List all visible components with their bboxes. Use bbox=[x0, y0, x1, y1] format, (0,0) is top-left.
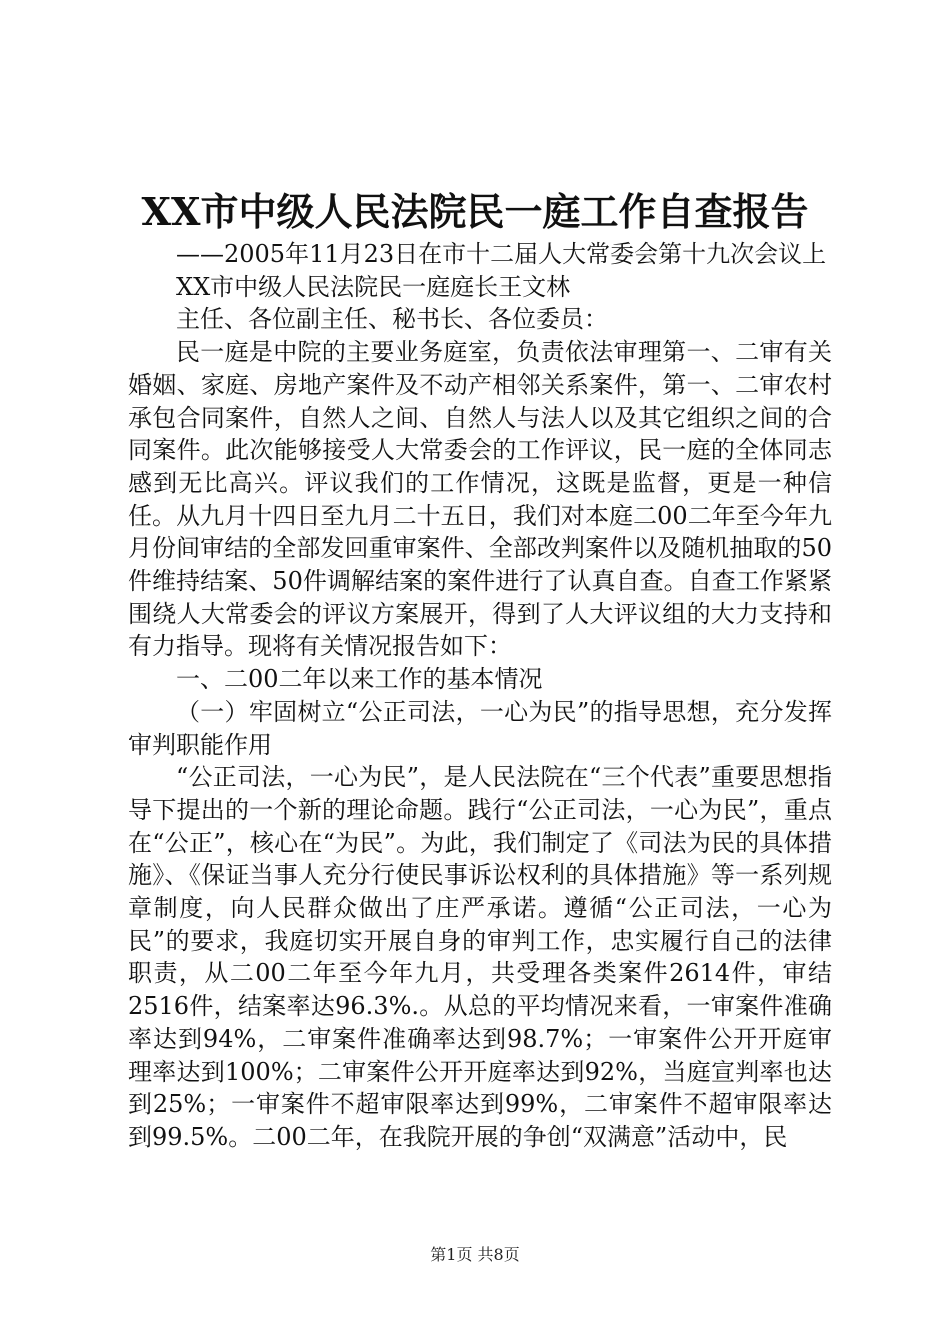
paragraph-intro: 民一庭是中院的主要业务庭室，负责依法审理第一、二审有关婚姻、家庭、房地产案件及不动产相邻关系案件，第一、二审农村承包合同案件，自然人之间、自然人与法人以及其它组织之间的合同案件。此次能够接受人大常委会的工作评议，民一庭的全体同志感到无比高兴。评议我们的工作情况，这既是监督，更是一种信任。从九月十四日至九月二十五日，我们对本庭二00二年至今年九月份间审结的全部发回重审案件、全部改判案件以及随机抽取的50件维持结案、50件调解结案的案件进行了认真自查。自查工作紧紧围绕人大常委会的评议方案展开，得到了人大评议组的大力支持和有力指导。现将有关情况报告如下： bbox=[128, 338, 832, 661]
document-body bbox=[128, 238, 832, 1154]
section-heading-1: 一、二00二年以来工作的基本情况 bbox=[176, 665, 543, 694]
document-title: XX市中级人民法院民一庭工作自查报告 bbox=[141, 189, 809, 234]
page-number-footer: 第1页 共8页 bbox=[430, 1245, 520, 1264]
author-line: XX市中级人民法院民一庭庭长王文林 bbox=[176, 272, 571, 301]
salutation: 主任、各位副主任、秘书长、各位委员： bbox=[176, 305, 608, 334]
paragraph-justice: “公正司法，一心为民”，是人民法院在“三个代表”重要思想指导下提出的一个新的理论命题。践行“公正司法，一心为民”，重点在“公正”，核心在“为民”。为此，我们制定了《司法为民的具体措施》、《保证当事人充分行使民事诉讼权利的具体措施》等一系列规章制度，向人民群众做出了庄严承诺。遵循“公正司法，一心为民”的要求，我庭切实开展自身的审判工作，忠实履行自己的法律职责，从二00二年至今年九月，共受理各类案件2614件，审结2516件，结案率达96.3%.。从总的平均情况来看，一审案件准确率达到94%，二审案件准确率达到98.7%；一审案件公开开庭审理率达到100%；二审案件公开开庭率达到92%，当庭宣判率也达到25%；一审案件不超审限率达到99%，二审案件不超审限率达到99.5%。二00二年，在我院开展的争创“双满意”活动中，民 bbox=[128, 763, 832, 1151]
subsection-heading-1: （一）牢固树立“公正司法，一心为民”的指导思想，充分发挥审判职能作用 bbox=[128, 697, 832, 759]
subtitle-date-line: ——2005年11月23日在市十二届人大常委会第十九次会议上 bbox=[176, 240, 827, 268]
